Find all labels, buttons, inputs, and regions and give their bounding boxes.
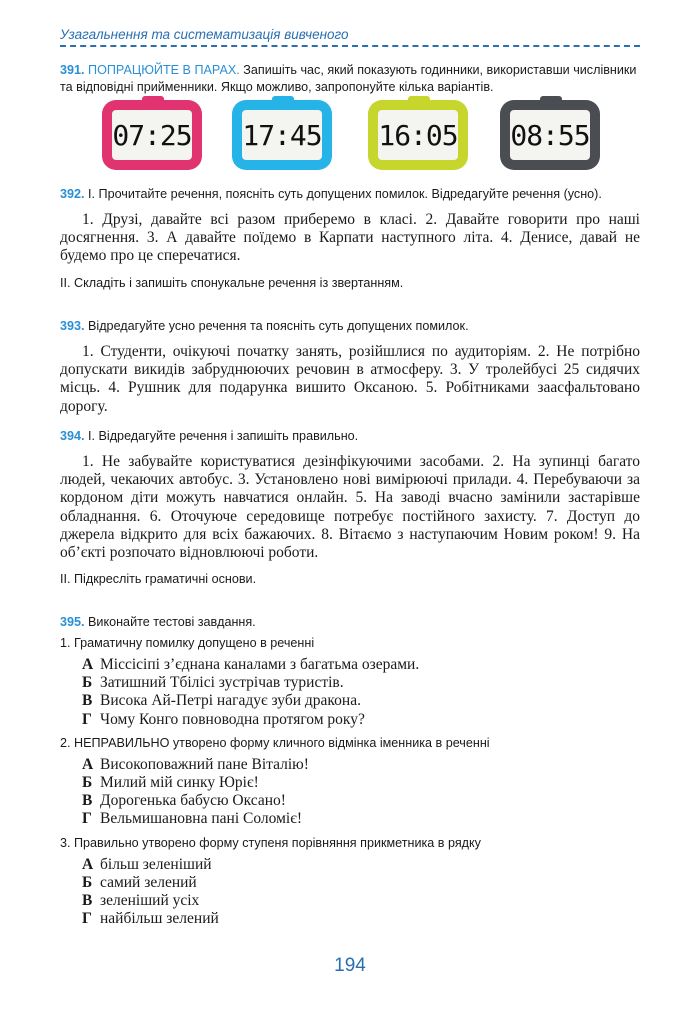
- section-header: Узагальнення та систематизація вивченого: [60, 27, 349, 42]
- option-text: Дорогенька бабусю Оксано!: [100, 792, 286, 810]
- page-number: 194: [334, 955, 366, 976]
- task-number: 392.: [60, 187, 85, 201]
- task-lead: ПОПРАЦЮЙТЕ В ПАРАХ.: [88, 63, 240, 77]
- option-text: Вельмишановна пані Соломіє!: [100, 810, 303, 828]
- task-395-instruction: [60, 614, 640, 631]
- clock-display: 07:25: [112, 110, 192, 160]
- option-letter: Г: [82, 710, 92, 728]
- task-text: Запишіть час, який показують годинники, використавши числівники та відповідні прийменники. Якщо можливо, запропонуйте кілька варіантів.: [60, 63, 637, 94]
- task-number: 394.: [60, 429, 85, 443]
- option-letter: Б: [82, 774, 93, 792]
- clock-gray: [500, 100, 600, 170]
- task-392-part2: ІІ. Складіть і запишіть спонукальне речення із звертанням.: [60, 275, 404, 290]
- option-letter: А: [82, 755, 94, 773]
- clock-pink: [102, 100, 202, 170]
- option-text: найбільш зелений: [100, 910, 219, 928]
- option-text: більш зеленіший: [100, 855, 212, 873]
- task-text: І. Прочитайте речення, поясніть суть допущених помилок. Відредагуйте речення (усно).: [88, 187, 602, 201]
- clock-button: [272, 96, 294, 102]
- option-text: Висока Ай-Петрі нагадує зуби дракона.: [100, 692, 361, 710]
- task-392-instruction: [60, 186, 640, 203]
- task-391-instruction: [60, 62, 640, 96]
- option-letter: В: [82, 692, 93, 710]
- option-letter: Б: [82, 674, 93, 692]
- option-letter: А: [82, 656, 94, 673]
- clock-blue: [232, 100, 332, 170]
- clock-button: [142, 96, 164, 102]
- task-text: Відредагуйте усно речення та поясніть суть допущених помилок.: [88, 319, 469, 333]
- option: [60, 674, 640, 692]
- option-letter: Г: [82, 910, 92, 928]
- task-number: 395.: [60, 615, 85, 629]
- question-2: 2. НЕПРАВИЛЬНО утворено форму кличного відмінка іменника в реченні: [60, 735, 490, 750]
- option: [60, 874, 640, 892]
- option-letter: А: [82, 855, 94, 873]
- task-392-body: 1. Друзі, давайте всі разом приберемо в класі. 2. Давайте говорити про наші досягнення. 3. А давайте поїдемо в Карпати наступного літа. 4. Денисе, давай не будемо про це сперечатися.: [60, 211, 640, 265]
- task-394: [60, 428, 640, 588]
- clock-button: [540, 96, 562, 102]
- option-letter: В: [82, 792, 93, 810]
- option: [60, 792, 640, 810]
- option: [60, 692, 640, 710]
- option-text: Чому Конго повноводна протягом року?: [100, 710, 365, 728]
- option-text: Міссісіпі з’єднана каналами з багатьма озерами.: [100, 656, 420, 673]
- option-letter: Б: [82, 873, 93, 891]
- question-3-options: [60, 856, 640, 929]
- option: [60, 910, 640, 928]
- clock-lime: [368, 100, 468, 170]
- option: [60, 810, 640, 828]
- task-393: [60, 318, 640, 416]
- option-text: Милий мій синку Юріє!: [100, 774, 259, 792]
- option: [60, 856, 640, 874]
- question-2-options: [60, 756, 640, 829]
- clock-button: [408, 96, 430, 102]
- task-393-body: 1. Студенти, очікуючі початку занять, розійшлися по аудиторіям. 2. Не потрібно допускати викидів забруднюючих речовин в атмосферу. 3. У тролейбусі 25 сидячих місць. 4. Рушник для подарунка вишито Оксаною. 5. Робітниками заасфальтовано дорогу.: [60, 343, 640, 415]
- task-394-part2: ІІ. Підкресліть граматичні основи.: [60, 572, 257, 587]
- task-394-body: 1. Не забувайте користуватися дезінфікуючими засобами. 2. На зупинці багато людей, чекаючих автобус. 3. Установлено нові вимірюючі прилади. 4. Перебуваючи за кордоном діти можуть навчатися онлайн. 5. На заводі вчасно замінили застарівше обладнання. 6. Оточуюче середовище потребує постійного захисту. 7. Доступ до джерела відкрито для всіх бажаючих. 8. Вітаємо з наступаючим Новим роком! 9. На об’єкті розпочато відновлюючі роботи.: [60, 453, 640, 562]
- task-number: 393.: [60, 319, 85, 333]
- option: [60, 656, 640, 674]
- task-394-instruction: [60, 428, 640, 445]
- task-393-instruction: [60, 318, 640, 335]
- task-text: І. Відредагуйте речення і запишіть правильно.: [88, 429, 359, 443]
- option-letter: В: [82, 892, 93, 910]
- option: [60, 711, 640, 729]
- task-392: [60, 186, 640, 292]
- task-text: Виконайте тестові завдання.: [88, 615, 256, 629]
- clock-row: [102, 100, 622, 172]
- header-divider: [60, 45, 640, 47]
- option: [60, 892, 640, 910]
- option-text: Затишний Тбілісі зустрічав туристів.: [100, 674, 344, 692]
- clock-display: 16:05: [378, 110, 458, 160]
- question-1: 1. Граматичну помилку допущено в реченні: [60, 636, 315, 650]
- option: [60, 756, 640, 774]
- task-395: [60, 614, 640, 928]
- task-391: [60, 62, 640, 96]
- option-text: зеленіший усіх: [100, 892, 200, 910]
- question-3: 3. Правильно утворено форму ступеня порівняння прикметника в рядку: [60, 835, 481, 850]
- clock-display: 17:45: [242, 110, 322, 160]
- task-number: 391.: [60, 63, 85, 77]
- option: [60, 774, 640, 792]
- option-letter: Г: [82, 810, 92, 828]
- clock-display: 08:55: [510, 110, 590, 160]
- option-text: самий зелений: [100, 873, 197, 891]
- option-text: Високоповажний пане Віталію!: [100, 755, 309, 773]
- question-1-options: [60, 656, 640, 729]
